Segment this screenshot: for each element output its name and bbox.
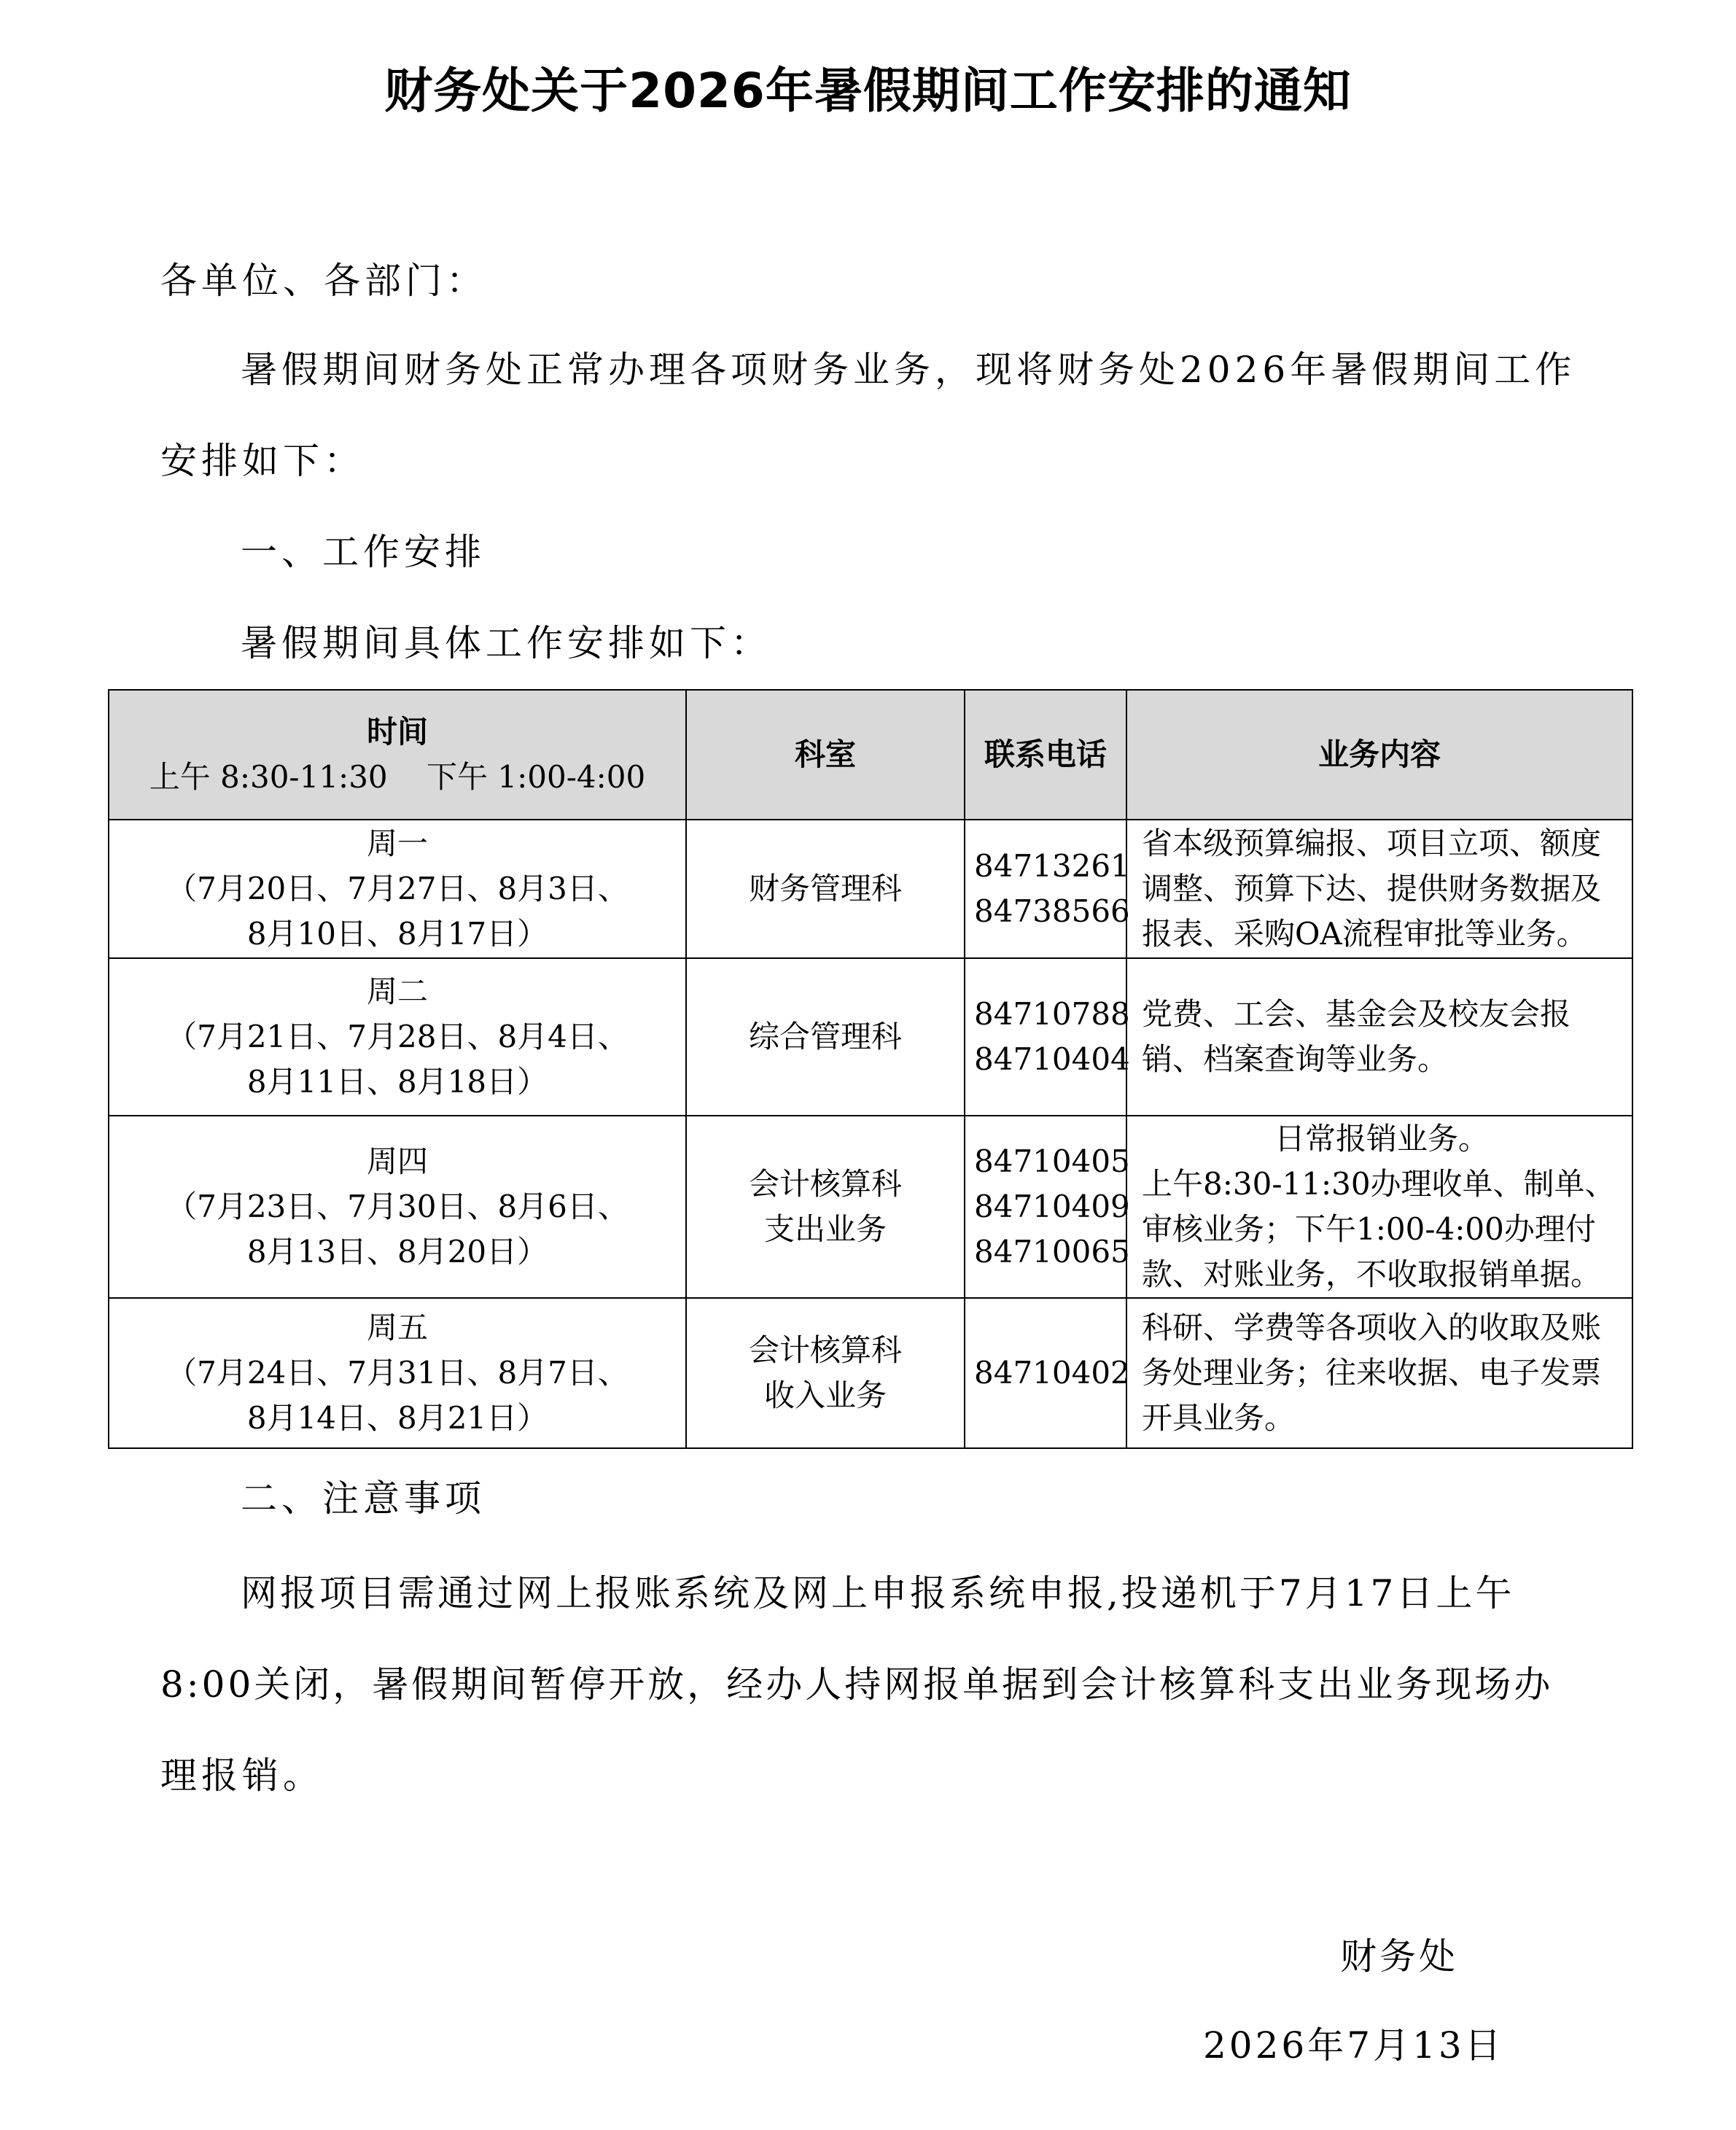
content-line: 报表、采购OA流程审批等业务。 — [1142, 916, 1587, 952]
notice-title: 财务处关于2026年暑假期间工作安排的通知 — [384, 63, 1352, 119]
content-line: 调整、预算下达、提供财务数据及 — [1142, 871, 1602, 906]
dates-line-1: （7月24日、7月31日、8月7日、 — [166, 1355, 628, 1391]
phone-number: 84710409 — [974, 1189, 1130, 1224]
header-content: 业务内容 — [1126, 690, 1632, 820]
section-1-heading: 一、工作安排 — [241, 531, 486, 573]
phone-cell — [965, 958, 1130, 1116]
content-cell — [1126, 820, 1632, 958]
office-cell — [686, 1298, 965, 1448]
content-line: 日常报销业务。 — [1274, 1121, 1489, 1157]
phone-cell — [965, 820, 1130, 958]
notes-line-1: 网报项目需通过网上报账系统及网上申报系统申报,投递机于7月17日上午 — [241, 1572, 1515, 1614]
office-subname: 收入业务 — [763, 1377, 887, 1413]
weekday: 周五 — [366, 1310, 428, 1345]
table-header-row — [109, 690, 1632, 820]
dates-line-1: （7月21日、7月28日、8月4日、 — [166, 1019, 628, 1054]
weekday: 周二 — [366, 973, 428, 1009]
dates-line-2: 8月11日、8月18日） — [246, 1064, 548, 1100]
content-line: 审核业务；下午1:00-4:00办理付 — [1142, 1211, 1596, 1247]
phone-number: 84710404 — [974, 1041, 1130, 1077]
header-time-title: 时间 — [366, 714, 428, 750]
intro-line-2: 安排如下： — [160, 440, 365, 482]
time-cell — [109, 1116, 686, 1298]
salutation: 各单位、各部门： — [160, 260, 487, 302]
dates-line-2: 8月14日、8月21日） — [246, 1400, 548, 1436]
section-1-lead: 暑假期间具体工作安排如下： — [241, 622, 771, 664]
time-cell — [109, 1298, 686, 1448]
office-name: 会计核算科 — [748, 1332, 902, 1368]
content-line: 开具业务。 — [1142, 1400, 1296, 1436]
weekday: 周一 — [366, 825, 428, 861]
intro-line-1: 暑假期间财务处正常办理各项财务业务，现将财务处2026年暑假期间工作 — [241, 349, 1576, 391]
phone-cell — [965, 1298, 1130, 1448]
schedule-table — [108, 689, 1633, 1449]
header-time — [109, 690, 686, 820]
office-subname: 支出业务 — [763, 1211, 887, 1247]
table-row — [109, 958, 1632, 1116]
time-cell — [109, 820, 686, 958]
notes-line-3: 理报销。 — [160, 1754, 324, 1797]
content-line: 省本级预算编报、项目立项、额度 — [1142, 825, 1602, 861]
content-line: 销、档案查询等业务。 — [1142, 1041, 1449, 1077]
phone-number: 84710788 — [974, 996, 1130, 1032]
content-cell — [1126, 958, 1632, 1116]
table-row — [109, 1116, 1632, 1298]
dates-line-2: 8月13日、8月20日） — [246, 1234, 548, 1270]
time-cell — [109, 958, 686, 1116]
office-cell — [686, 958, 965, 1116]
dates-line-1: （7月23日、7月30日、8月6日、 — [166, 1189, 628, 1224]
content-cell — [1126, 1298, 1632, 1448]
dates-line-2: 8月10日、8月17日） — [246, 916, 548, 952]
content-line: 上午8:30-11:30办理收单、制单、 — [1142, 1166, 1616, 1202]
signature-org: 财务处 — [1340, 1935, 1458, 1978]
table-row — [109, 1298, 1632, 1448]
section-2-heading: 二、注意事项 — [241, 1477, 486, 1520]
notes-line-2: 8:00关闭，暑假期间暂停开放，经办人持网报单据到会计核算科支出业务现场办 — [160, 1663, 1554, 1706]
content-cell — [1126, 1116, 1632, 1298]
office-name: 综合管理科 — [748, 1019, 902, 1054]
content-line: 党费、工会、基金会及校友会报 — [1142, 996, 1571, 1032]
table-row — [109, 820, 1632, 958]
phone-number: 84713261 — [974, 848, 1130, 884]
phone-number: 84710065 — [974, 1234, 1130, 1270]
dates-line-1: （7月20日、7月27日、8月3日、 — [166, 871, 628, 906]
office-name: 财务管理科 — [748, 871, 902, 906]
phone-number: 84738566 — [974, 893, 1130, 929]
phone-cell — [965, 1116, 1130, 1298]
content-line: 科研、学费等各项收入的收取及账 — [1142, 1310, 1602, 1345]
weekday: 周四 — [366, 1143, 428, 1179]
content-line: 款、对账业务，不收取报销单据。 — [1142, 1256, 1602, 1292]
content-line: 务处理业务；往来收据、电子发票 — [1142, 1355, 1602, 1391]
header-time-hours: 上午 8:30-11:30 下午 1:00-4:00 — [149, 759, 646, 795]
header-office: 科室 — [686, 690, 965, 820]
office-cell — [686, 1116, 965, 1298]
header-phone: 联系电话 — [965, 690, 1126, 820]
office-cell — [686, 820, 965, 958]
signature-date: 2026年7月13日 — [1203, 2024, 1504, 2067]
phone-number: 84710402 — [974, 1355, 1130, 1391]
office-name: 会计核算科 — [748, 1166, 902, 1202]
phone-number: 84710405 — [974, 1143, 1130, 1179]
